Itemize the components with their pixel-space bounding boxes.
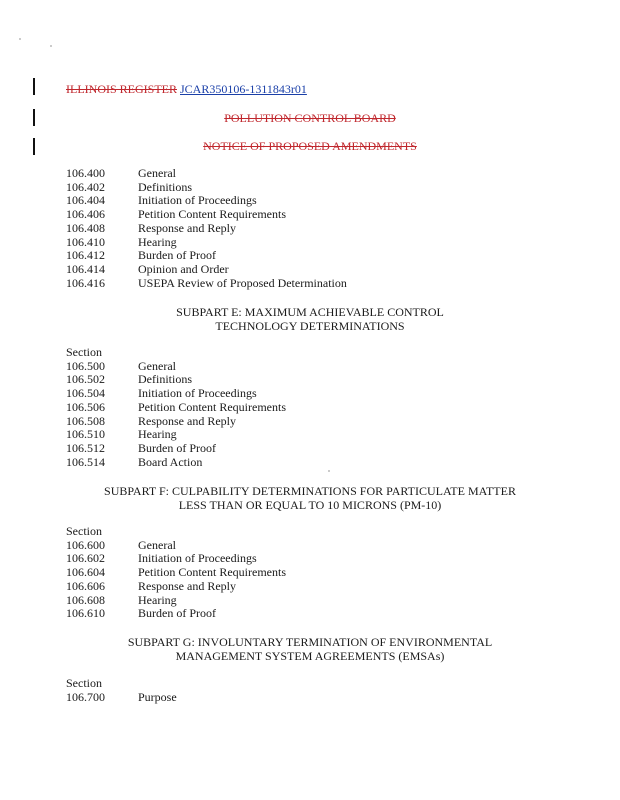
section-title: General bbox=[138, 358, 176, 373]
section-number: 106.402 bbox=[66, 179, 105, 194]
section-title: Petition Content Requirements bbox=[138, 399, 286, 414]
section-row bbox=[66, 194, 347, 208]
section-title: Definitions bbox=[138, 179, 192, 194]
section-row bbox=[66, 428, 286, 442]
section-title: Hearing bbox=[138, 427, 177, 442]
section-row bbox=[66, 442, 286, 456]
section-row bbox=[66, 167, 347, 181]
register-id-inserted: JCAR350106-1311843r01 bbox=[180, 82, 307, 96]
section-row bbox=[66, 277, 347, 291]
register-header bbox=[66, 82, 307, 96]
section-title: Initiation of Proceedings bbox=[138, 386, 257, 401]
subpart-e-heading bbox=[0, 305, 620, 333]
subpart-g-heading-line2: MANAGEMENT SYSTEM AGREEMENTS (EMSAs) bbox=[175, 649, 445, 663]
section-number: 106.600 bbox=[66, 537, 105, 552]
subpart-g-section-list bbox=[66, 677, 177, 704]
section-title: Definitions bbox=[138, 372, 192, 387]
section-title: Burden of Proof bbox=[138, 440, 216, 455]
section-number: 106.602 bbox=[66, 551, 105, 566]
section-row bbox=[66, 594, 286, 608]
section-number: 106.606 bbox=[66, 578, 105, 593]
board-header bbox=[0, 111, 620, 125]
section-number: 106.508 bbox=[66, 413, 105, 428]
section-row bbox=[66, 208, 347, 222]
section-row bbox=[66, 360, 286, 374]
subpart-d-section-list bbox=[66, 167, 347, 290]
subpart-f-heading-line1: SUBPART F: CULPABILITY DETERMINATIONS FOR PARTICULATE MATTER bbox=[104, 484, 516, 498]
section-title: Opinion and Order bbox=[138, 261, 229, 276]
section-number: 106.408 bbox=[66, 220, 105, 235]
section-title: Petition Content Requirements bbox=[138, 565, 286, 580]
subpart-g-heading-line1: SUBPART G: INVOLUNTARY TERMINATION OF ENVIRONMENTAL bbox=[127, 635, 493, 649]
section-number: 106.512 bbox=[66, 440, 105, 455]
section-number: 106.400 bbox=[66, 166, 105, 180]
section-label: Section bbox=[66, 676, 102, 690]
section-title: Petition Content Requirements bbox=[138, 207, 286, 222]
section-label: Section bbox=[66, 524, 102, 538]
section-row bbox=[66, 566, 286, 580]
board-title-deleted: POLLUTION CONTROL BOARD bbox=[224, 111, 396, 125]
section-row bbox=[66, 236, 347, 250]
section-row bbox=[66, 401, 286, 415]
section-title: Response and Reply bbox=[138, 578, 236, 593]
section-row bbox=[66, 222, 347, 236]
section-number: 106.604 bbox=[66, 565, 105, 580]
notice-header bbox=[0, 139, 620, 153]
section-row bbox=[66, 181, 347, 195]
section-number: 106.506 bbox=[66, 399, 105, 414]
section-row bbox=[66, 580, 286, 594]
section-number: 106.700 bbox=[66, 689, 105, 704]
section-number: 106.500 bbox=[66, 358, 105, 373]
section-number: 106.510 bbox=[66, 427, 105, 442]
subpart-f-heading bbox=[0, 484, 620, 512]
subpart-f-section-list bbox=[66, 525, 286, 621]
section-title: Response and Reply bbox=[138, 413, 236, 428]
section-row bbox=[66, 607, 286, 621]
subpart-e-heading-line1: SUBPART E: MAXIMUM ACHIEVABLE CONTROL bbox=[176, 305, 444, 319]
section-title: Purpose bbox=[138, 689, 177, 704]
section-number: 106.608 bbox=[66, 592, 105, 607]
section-number: 106.514 bbox=[66, 454, 105, 469]
section-row bbox=[66, 691, 177, 705]
section-row bbox=[66, 387, 286, 401]
section-number: 106.502 bbox=[66, 372, 105, 387]
section-number: 106.412 bbox=[66, 248, 105, 263]
section-title: Response and Reply bbox=[138, 220, 236, 235]
section-row bbox=[66, 373, 286, 387]
section-row bbox=[66, 415, 286, 429]
section-title: General bbox=[138, 166, 176, 180]
subpart-g-heading bbox=[0, 635, 620, 663]
section-title: Burden of Proof bbox=[138, 248, 216, 263]
subpart-e-heading-line2: TECHNOLOGY DETERMINATIONS bbox=[215, 319, 405, 333]
section-label: Section bbox=[66, 345, 102, 359]
scan-speck bbox=[50, 45, 52, 47]
section-title: Initiation of Proceedings bbox=[138, 193, 257, 208]
section-number: 106.406 bbox=[66, 207, 105, 222]
scan-speck bbox=[328, 470, 330, 472]
section-row bbox=[66, 263, 347, 277]
section-number: 106.410 bbox=[66, 234, 105, 249]
section-title: Hearing bbox=[138, 592, 177, 607]
section-title: Hearing bbox=[138, 234, 177, 249]
section-title: Burden of Proof bbox=[138, 606, 216, 621]
section-title: Board Action bbox=[138, 454, 203, 469]
section-number: 106.414 bbox=[66, 261, 105, 276]
section-number: 106.416 bbox=[66, 275, 105, 290]
scan-speck bbox=[19, 38, 21, 40]
section-row bbox=[66, 249, 347, 263]
subpart-e-section-list bbox=[66, 346, 286, 469]
section-row bbox=[66, 456, 286, 470]
section-title: USEPA Review of Proposed Determination bbox=[138, 275, 347, 290]
section-number: 106.504 bbox=[66, 386, 105, 401]
section-row bbox=[66, 552, 286, 566]
section-title: Initiation of Proceedings bbox=[138, 551, 257, 566]
section-number: 106.404 bbox=[66, 193, 105, 208]
section-number: 106.610 bbox=[66, 606, 105, 621]
register-title-deleted: ILLINOIS REGISTER bbox=[66, 82, 177, 96]
subpart-f-heading-line2: LESS THAN OR EQUAL TO 10 MICRONS (PM-10) bbox=[178, 498, 442, 512]
section-title: General bbox=[138, 537, 176, 552]
section-row bbox=[66, 539, 286, 553]
change-bar bbox=[33, 78, 35, 95]
notice-title-deleted: NOTICE OF PROPOSED AMENDMENTS bbox=[203, 139, 417, 153]
